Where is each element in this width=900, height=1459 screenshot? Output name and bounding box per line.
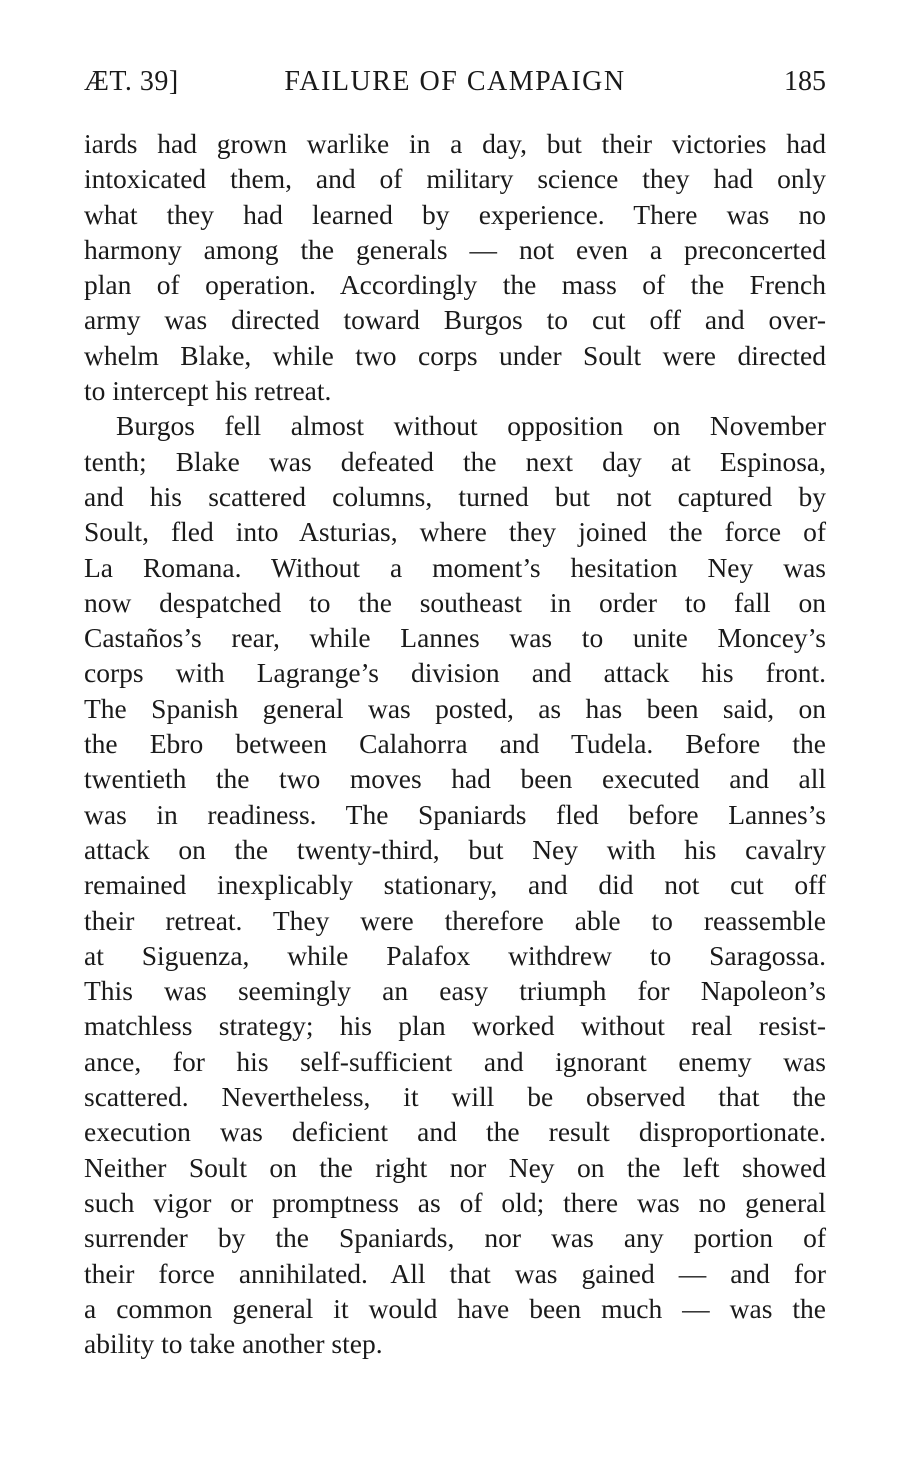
- text-line: Soult, fled into Asturias, where they joined the force of: [84, 516, 826, 548]
- text-line: was in readiness. The Spaniards fled before Lannes’s: [84, 798, 826, 830]
- text-line: scattered. Nevertheless, it will be observed that the: [84, 1081, 826, 1113]
- text-line: army was directed toward Burgos to cut off and over-: [84, 304, 826, 336]
- text-line: La Romana. Without a moment’s hesitation Ney was: [84, 551, 826, 583]
- text-line: iards had grown warlike in a day, but their victories had: [84, 128, 826, 159]
- text-line: surrender by the Spaniards, nor was any portion of: [84, 1222, 826, 1254]
- running-head: [84, 60, 826, 104]
- text-line: tenth; Blake was defeated the next day at Espinosa,: [84, 445, 826, 477]
- text-line: This was seemingly an easy triumph for Napoleon’s: [84, 975, 826, 1007]
- text-line: a common general it would have been much — was the: [84, 1292, 826, 1324]
- text-line: Castaños’s rear, while Lannes was to unite Moncey’s: [84, 622, 826, 654]
- chapter-title: FAILURE OF CAMPAIGN: [284, 66, 626, 97]
- text-line: attack on the twenty-third, but Ney with his cavalry: [84, 833, 826, 865]
- text-line: Neither Soult on the right nor Ney on the left showed: [84, 1151, 826, 1183]
- text-line: to intercept his retreat.: [84, 375, 332, 407]
- text-line: plan of operation. Accordingly the mass of the French: [84, 269, 826, 301]
- text-line: now despatched to the southeast in order to fall on: [84, 586, 826, 618]
- running-head-age: ÆT. 39]: [84, 66, 179, 97]
- book-page: [84, 60, 826, 1361]
- text-line: such vigor or promptness as of old; there was no general: [84, 1186, 826, 1218]
- text-line: corps with Lagrange’s division and attack his front.: [84, 657, 826, 689]
- text-line: ance, for his self-sufficient and ignorant enemy was: [84, 1045, 826, 1077]
- body-text: [84, 126, 826, 1361]
- text-line: their force annihilated. All that was gained — and for: [84, 1257, 826, 1289]
- text-line: at Siguenza, while Palafox withdrew to Saragossa.: [84, 939, 826, 971]
- page-number: 185: [784, 66, 826, 97]
- text-line: ability to take another step.: [84, 1328, 383, 1360]
- text-line: remained inexplicably stationary, and did not cut off: [84, 869, 826, 901]
- text-line: their retreat. They were therefore able to reassemble: [84, 904, 826, 936]
- text-line: whelm Blake, while two corps under Soult were directed: [84, 339, 826, 371]
- paragraph: [84, 408, 826, 1361]
- text-line: what they had learned by experience. There was no: [84, 198, 826, 230]
- text-line: Burgos fell almost without opposition on November: [116, 410, 826, 442]
- text-line: twentieth the two moves had been executed and all: [84, 763, 826, 795]
- text-line: harmony among the generals — not even a preconcerted: [84, 233, 826, 265]
- text-line: The Spanish general was posted, as has been said, on: [84, 692, 826, 724]
- text-line: and his scattered columns, turned but not captured by: [84, 480, 826, 512]
- text-line: matchless strategy; his plan worked without real resist-: [84, 1010, 826, 1042]
- paragraph: [84, 126, 826, 408]
- paragraph-container: [84, 126, 826, 1361]
- text-line: execution was deficient and the result disproportionate.: [84, 1116, 826, 1148]
- text-line: intoxicated them, and of military science they had only: [84, 163, 826, 195]
- text-line: the Ebro between Calahorra and Tudela. Before the: [84, 728, 826, 760]
